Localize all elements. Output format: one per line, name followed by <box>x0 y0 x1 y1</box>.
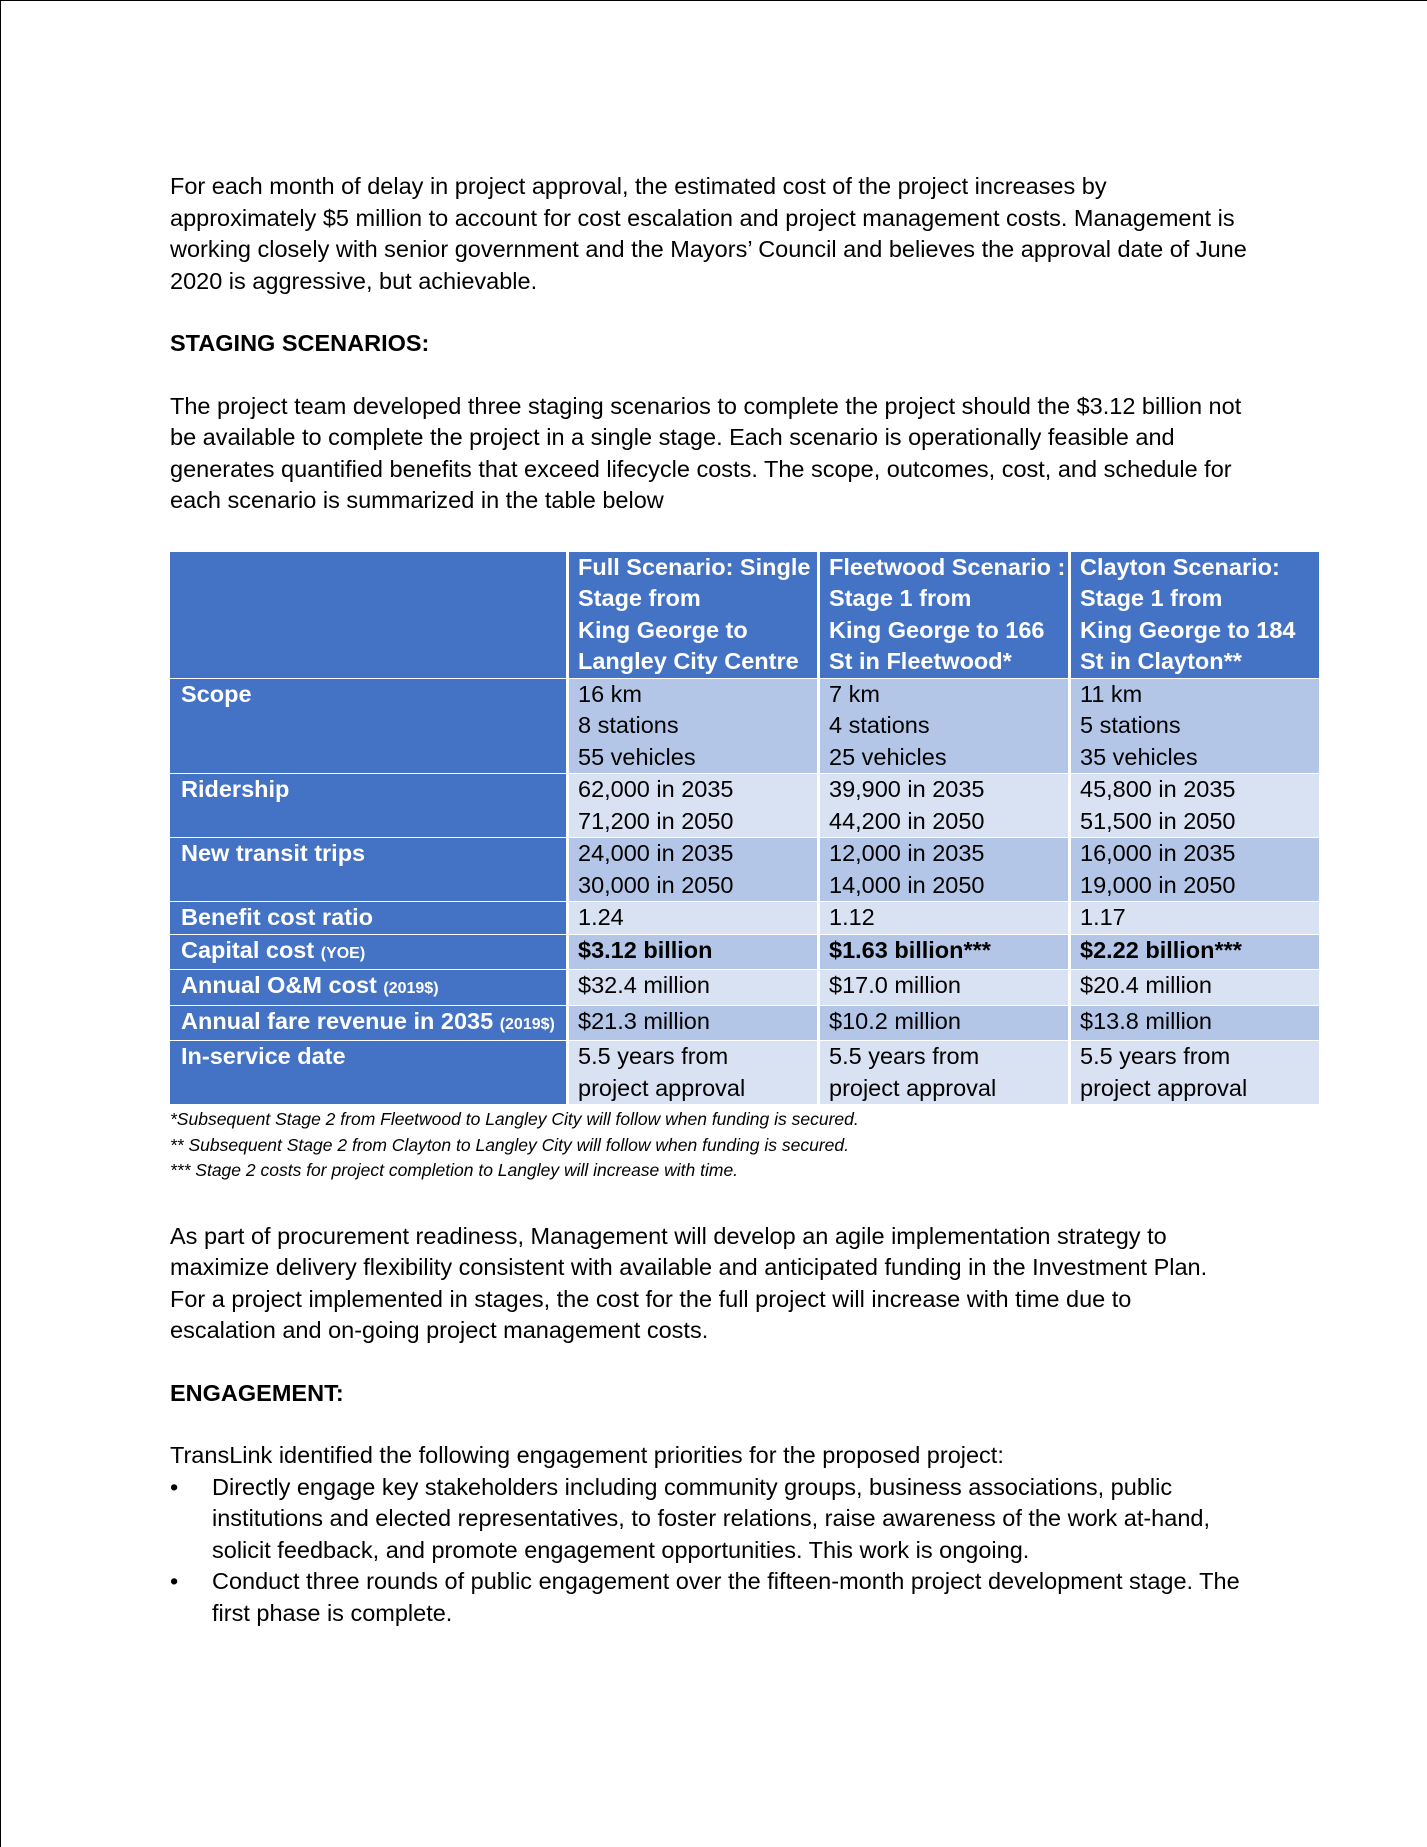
table-cell <box>569 935 817 970</box>
table-header-row <box>170 552 1319 678</box>
cell-line: $20.4 million <box>1080 972 1212 998</box>
cell-line: 39,900 in 2035 <box>829 776 985 802</box>
cell-line: 25 vehicles <box>829 743 947 770</box>
text-line: The project team developed three staging scenarios to complete the project should the $3.12 billion not <box>170 392 1242 419</box>
table-cell <box>820 1006 1068 1041</box>
row-label-text: Benefit cost ratio <box>181 904 373 930</box>
header-line: Full Scenario: Single <box>578 553 811 580</box>
text-line: 2020 is aggressive, but achievable. <box>170 267 538 294</box>
table-cell <box>569 679 817 774</box>
header-line: King George to <box>578 616 748 643</box>
bullet-icon: • <box>170 1568 179 1594</box>
cell-line: project approval <box>829 1074 997 1101</box>
header-line: Langley City Centre <box>578 648 799 674</box>
cell-line: 24,000 in 2035 <box>578 840 734 866</box>
cell-line: 30,000 in 2050 <box>578 871 734 898</box>
header-line: King George to 166 <box>829 616 1045 643</box>
row-label <box>170 679 566 774</box>
intro-paragraph <box>170 171 1320 297</box>
row-label-text: New transit trips <box>181 840 366 866</box>
text-line: be available to complete the project in a single stage. Each scenario is operationally feasible and <box>170 424 1175 450</box>
table-cell <box>569 838 817 901</box>
cell-line: $3.12 billion <box>578 936 713 963</box>
row-label <box>170 935 566 970</box>
cell-line: 1.24 <box>578 904 624 930</box>
cell-line: 51,500 in 2050 <box>1080 807 1236 834</box>
row-label-text: Ridership <box>181 776 290 802</box>
engagement-intro: TransLink identified the following engagement priorities for the proposed project: <box>170 1442 1004 1468</box>
cell-line: 19,000 in 2050 <box>1080 871 1236 898</box>
table-cell <box>1071 679 1319 774</box>
row-label-text: Annual O&M cost <box>181 972 377 998</box>
row-label-text: Scope <box>181 680 252 707</box>
header-fleetwood-scenario <box>820 552 1068 678</box>
table-row-capital-cost <box>170 935 1319 970</box>
header-line: St in Clayton** <box>1080 648 1242 674</box>
table-cell <box>1071 838 1319 901</box>
table-cell <box>1071 774 1319 837</box>
text-line: Directly engage key stakeholders including community groups, business associations, public <box>212 1473 1173 1500</box>
row-label <box>170 902 566 934</box>
row-label-unit: (2019$) <box>383 980 439 997</box>
header-line: Clayton Scenario: <box>1080 553 1280 580</box>
cell-line: $21.3 million <box>578 1007 710 1034</box>
row-label <box>170 774 566 837</box>
procurement-paragraph <box>170 1221 1320 1347</box>
table-cell <box>1071 902 1319 934</box>
cell-line: $2.22 billion*** <box>1080 936 1242 963</box>
cell-line: 11 km <box>1080 680 1143 707</box>
cell-line: 44,200 in 2050 <box>829 807 985 834</box>
header-line: Stage from <box>578 585 701 611</box>
cell-line: 12,000 in 2035 <box>829 840 985 866</box>
cell-line: 35 vehicles <box>1080 743 1198 770</box>
header-clayton-scenario <box>1071 552 1319 678</box>
table-row-new-transit-trips <box>170 838 1319 901</box>
cell-line: 16 km <box>578 680 642 707</box>
footnote: *** Stage 2 costs for project completion to Langley will increase with time. <box>170 1160 739 1180</box>
text-line: Conduct three rounds of public engagement over the fifteen-month project development stage. The <box>212 1568 1240 1594</box>
cell-line: 1.17 <box>1080 904 1126 930</box>
table-cell <box>1071 970 1319 1005</box>
text-line: As part of procurement readiness, Management will develop an agile implementation strategy to <box>170 1222 1167 1249</box>
header-line: St in Fleetwood* <box>829 648 1012 674</box>
table-cell <box>569 902 817 934</box>
bullet-icon: • <box>170 1473 179 1500</box>
list-item <box>170 1566 1320 1629</box>
row-label <box>170 1006 566 1041</box>
cell-line: $17.0 million <box>829 972 961 998</box>
text-line: generates quantified benefits that exceed lifecycle costs. The scope, outcomes, cost, and schedule for <box>170 455 1232 482</box>
cell-line: $13.8 million <box>1080 1007 1212 1034</box>
table-row-in-service-date <box>170 1041 1319 1104</box>
row-label-text: In-service date <box>181 1043 346 1069</box>
text-line: solicit feedback, and promote engagement opportunities. This work is ongoing. <box>212 1536 1030 1563</box>
table-row-annual-fare-revenue <box>170 1006 1319 1041</box>
row-label-unit: (2019$) <box>499 1015 555 1033</box>
table-row-annual-om-cost <box>170 970 1319 1005</box>
text-line: For each month of delay in project approval, the estimated cost of the project increases by <box>170 173 1107 199</box>
row-label <box>170 970 566 1005</box>
table-cell <box>569 774 817 837</box>
table-row-benefit-cost-ratio <box>170 902 1319 934</box>
footnote: ** Subsequent Stage 2 from Clayton to Langley City will follow when funding is secured. <box>170 1134 849 1155</box>
cell-line: 5 stations <box>1080 712 1181 738</box>
text-line: institutions and elected representatives, to foster relations, raise awareness of the work at-hand, <box>212 1505 1210 1531</box>
row-label-text: Annual fare revenue in 2035 <box>181 1007 494 1034</box>
list-item <box>170 1472 1320 1567</box>
table-row-scope <box>170 679 1319 774</box>
header-line: Stage 1 from <box>1080 585 1223 611</box>
header-line: Fleetwood Scenario : <box>829 553 1066 580</box>
cell-line: 45,800 in 2035 <box>1080 776 1236 802</box>
table-cell <box>1071 935 1319 970</box>
row-label <box>170 838 566 901</box>
cell-line: 5.5 years from <box>1080 1043 1231 1069</box>
table-footnotes <box>170 1107 1320 1184</box>
table-cell <box>1071 1006 1319 1041</box>
table-cell <box>820 679 1068 774</box>
text-line: maximize delivery flexibility consistent with available and anticipated funding in the Investment Plan. <box>170 1254 1208 1280</box>
table-cell <box>820 935 1068 970</box>
scenario-table-wrapper <box>170 551 1318 1106</box>
cell-line: 7 km <box>829 680 880 707</box>
footnote: *Subsequent Stage 2 from Fleetwood to Langley City will follow when funding is secured. <box>170 1109 859 1129</box>
cell-line: 16,000 in 2035 <box>1080 840 1236 866</box>
cell-line: project approval <box>1080 1074 1248 1101</box>
staging-heading: STAGING SCENARIOS: <box>170 330 430 356</box>
engagement-list <box>170 1472 1320 1630</box>
row-label <box>170 1041 566 1104</box>
cell-line: 14,000 in 2050 <box>829 871 985 898</box>
table-corner-cell <box>170 552 566 678</box>
page-content <box>170 171 1320 1629</box>
table-row-ridership <box>170 774 1319 837</box>
cell-line: 1.12 <box>829 904 875 930</box>
row-label-text: Capital cost <box>181 936 315 963</box>
header-line: Stage 1 from <box>829 585 972 611</box>
table-cell <box>820 1041 1068 1104</box>
row-label-unit: (YOE) <box>320 944 366 962</box>
text-line: approximately $5 million to account for cost escalation and project management costs. Management is <box>170 204 1235 231</box>
cell-line: $32.4 million <box>578 972 710 998</box>
table-cell <box>569 1041 817 1104</box>
table-cell <box>820 774 1068 837</box>
cell-line: 8 stations <box>578 712 679 738</box>
scenario-table <box>167 551 1322 1106</box>
cell-line: project approval <box>578 1074 746 1101</box>
text-line: working closely with senior government and the Mayors’ Council and believes the approval date of June <box>170 236 1247 262</box>
staging-paragraph <box>170 391 1320 517</box>
cell-line: 71,200 in 2050 <box>578 807 734 834</box>
table-cell <box>820 970 1068 1005</box>
header-line: King George to 184 <box>1080 616 1296 643</box>
table-cell <box>569 1006 817 1041</box>
cell-line: 55 vehicles <box>578 743 696 770</box>
table-cell <box>569 970 817 1005</box>
engagement-heading: ENGAGEMENT: <box>170 1379 344 1406</box>
cell-line: 4 stations <box>829 712 930 738</box>
table-cell <box>820 902 1068 934</box>
table-cell <box>1071 1041 1319 1104</box>
text-line: For a project implemented in stages, the cost for the full project will increase with time due to <box>170 1285 1132 1312</box>
text-line: escalation and on-going project management costs. <box>170 1317 709 1343</box>
cell-line: 62,000 in 2035 <box>578 776 734 802</box>
text-line: first phase is complete. <box>212 1599 453 1626</box>
cell-line: 5.5 years from <box>829 1043 980 1069</box>
text-line: each scenario is summarized in the table below <box>170 487 664 513</box>
table-cell <box>820 838 1068 901</box>
header-full-scenario <box>569 552 817 678</box>
cell-line: 5.5 years from <box>578 1043 729 1069</box>
cell-line: $1.63 billion*** <box>829 936 991 963</box>
cell-line: $10.2 million <box>829 1007 961 1034</box>
